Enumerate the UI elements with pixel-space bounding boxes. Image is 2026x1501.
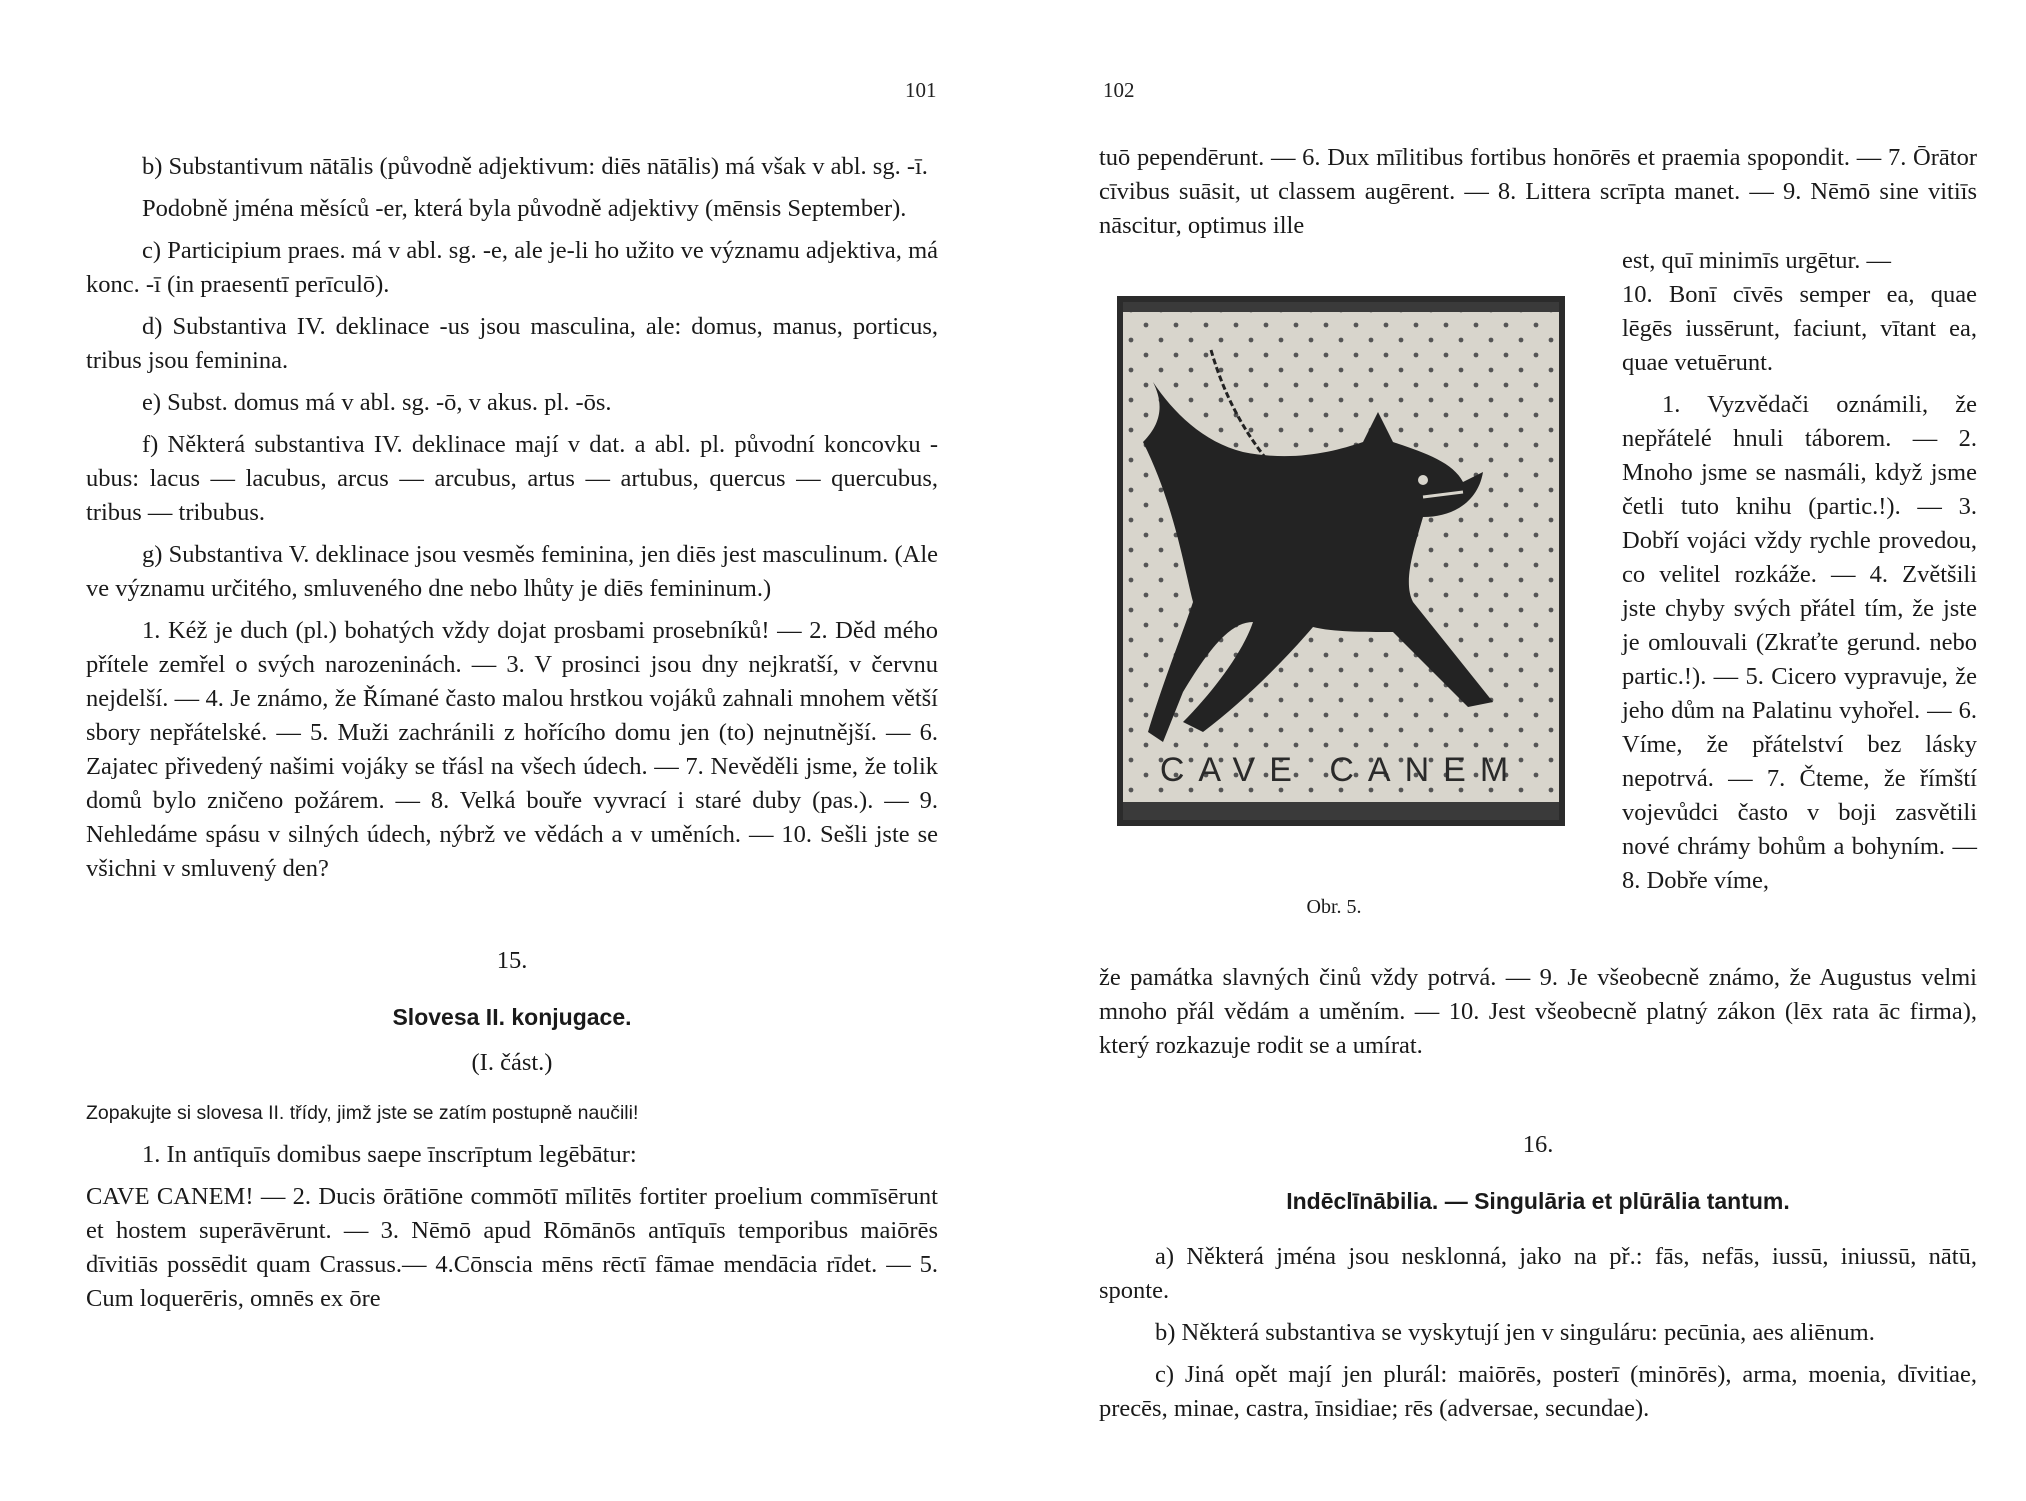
instruction-note: Zopakujte si slovesa II. třídy, jimž jste se zatím postupně naučili! <box>86 1102 639 1124</box>
page-number: 102 <box>1103 78 1135 102</box>
paragraph: est, quī minimīs urgētur. — <box>1622 247 1892 274</box>
exercise-paragraph: 1. Vyzvědači oznámili, že nepřátelé hnuli táborem. — 2. Mnoho jsme se nasmáli, když jsme četli tuto knihu (partic.!). — 3. Dobří vojáci vždy rychle provedou, co velitel rozkáže. — 4. Zvětšili jste chyby svých přátel tím, že jste je omlouvali (Zkraťte gerund. nebo partic.!). — 5. Cicero vypravuje, že jeho dům na Palatinu vyhořel. — 6. Víme, že přátelství bez lásky nepotrvá. — 7. Čteme, že římští vojevůdci často v boji zasvětili nové chrámy bohům a bohyním. — 8. Dobře víme, <box>1622 391 1977 894</box>
paragraph: d) Substantiva IV. deklinace -us jsou masculina, ale: domus, manus, porticus, tribus jsou feminina. <box>86 313 938 374</box>
paragraph: b) Substantivum nātālis (původně adjektivum: diēs nātālis) má však v abl. sg. -ī. <box>142 153 928 180</box>
paragraph: a) Některá jména jsou nesklonná, jako na př.: fās, nefās, iussū, iniussū, nātū, sponte. <box>1099 1243 1977 1304</box>
section-subtitle: (I. část.) <box>471 1049 553 1076</box>
paragraph: tuō pependērunt. — 6. Dux mīlitibus fortibus honōrēs et praemia spopondit. — 7. Ōrātor cīvibus suāsit, ut classem augērent. — 8. Littera scrīpta manet. — 9. Nēmō sine vitiīs nāscitur, optimus ille <box>1099 144 1977 239</box>
section-number: 16. <box>1522 1131 1554 1158</box>
left-column <box>86 150 938 1316</box>
paragraph: CAVE CANEM! — 2. Ducis ōrātiōne commōtī mīlitēs fortiter proelium commīsērunt et hostem superāvērunt. — 3. Nēmō apud Rōmānōs antīquīs temporibus maiōrēs dīvitiās possēdit quam Crassus.— 4.Cōnscia mēns rēctī fāmae mendācia rīdet. — 5. Cum loquerēris, omnēs ex ōre <box>86 1183 938 1312</box>
paragraph: b) Některá substantiva se vyskytují jen v singuláru: pecūnia, aes aliēnum. <box>1155 1319 1875 1346</box>
paragraph: že památka slavných činů vždy potrvá. — 9. Je všeobecně známo, že Augustus velmi mnoho přál vědám a uměním. — 10. Jest všeobecně platný zákon (lēx rata āc firma), který rozkazuje rodit se a umírat. <box>1099 964 1977 1059</box>
dog-mosaic-image <box>1117 296 1565 826</box>
section-number: 15. <box>496 947 528 974</box>
paragraph: e) Subst. domus má v abl. sg. -ō, v akus. pl. -ōs. <box>142 389 612 416</box>
section-title: Slovesa II. konjugace. <box>392 1004 632 1030</box>
paragraph: f) Některá substantiva IV. deklinace mají v dat. a abl. pl. původní koncovku -ubus: lacus — lacubus, arcus — arcubus, artus — artubus, quercus — quercubus, tribus — tribubus. <box>86 431 938 526</box>
right-top-text <box>1099 141 1977 243</box>
right-after-text <box>1099 961 1977 1063</box>
right-page <box>1013 0 2026 1501</box>
figure-wrap-area <box>1099 244 1977 918</box>
exercise-paragraph: 1. Kéž je duch (pl.) bohatých vždy dojat prosbami prosebníků! — 2. Děd mého přítele zemřel o svých narozeninách. — 3. V prosinci jsou dny nejkratší, v červnu nejdelší. — 4. Je známo, že Římané často malou hrstkou vojáků zahnali mnohem větší sbory nepřátelské. — 5. Muži zachránili z hořícího domu jen (to) nejnutnější. — 6. Zajatec přivedený našimi vojáky se třásl na všech údech. — 7. Nevěděli jsme, že tolik domů bylo zničeno požárem. — 8. Velká bouře vyvrací i staré duby (pas.). — 9. Nehledáme spásu v silných údech, nýbrž ve vědách a v uměních. — 10. Sešli jste se všichni v smluvený den? <box>86 617 938 882</box>
figure <box>1099 244 1604 918</box>
section-title: Indēclīnābilia. — Singulāria et plūrālia tantum. <box>1286 1188 1790 1214</box>
mosaic-inscription: CAVE CANEM <box>1159 751 1523 789</box>
right-section <box>1099 1128 1977 1426</box>
paragraph: 1. In antīquīs domibus saepe īnscrīptum legēbātur: <box>142 1141 637 1168</box>
page-number: 101 <box>905 78 937 102</box>
paragraph: Podobně jména měsíců -er, která byla původně adjektivy (mēnsis September). <box>142 195 907 222</box>
mosaic-drawing <box>1123 302 1559 820</box>
paragraph: c) Participium praes. má v abl. sg. -e, ale je-li ho užito ve významu adjektiva, má konc. -ī (in praesentī perīculō). <box>86 237 938 298</box>
paragraph: c) Jiná opět mají jen plurál: maiōrēs, posterī (minōrēs), arma, moenia, dīvitiae, precēs, minae, castra, īnsidiae; rēs (adversae, secundae). <box>1099 1361 1977 1422</box>
figure-caption: Obr. 5. <box>1306 896 1362 918</box>
paragraph: g) Substantiva V. deklinace jsou vesměs feminina, jen diēs jest masculinum. (Ale ve významu určitého, smluveného dne nebo lhůty je diēs femininum.) <box>86 541 938 602</box>
paragraph: 10. Bonī cīvēs semper ea, quae lēgēs iussērunt, faciunt, vītant ea, quae vetuērunt. <box>1622 281 1977 376</box>
